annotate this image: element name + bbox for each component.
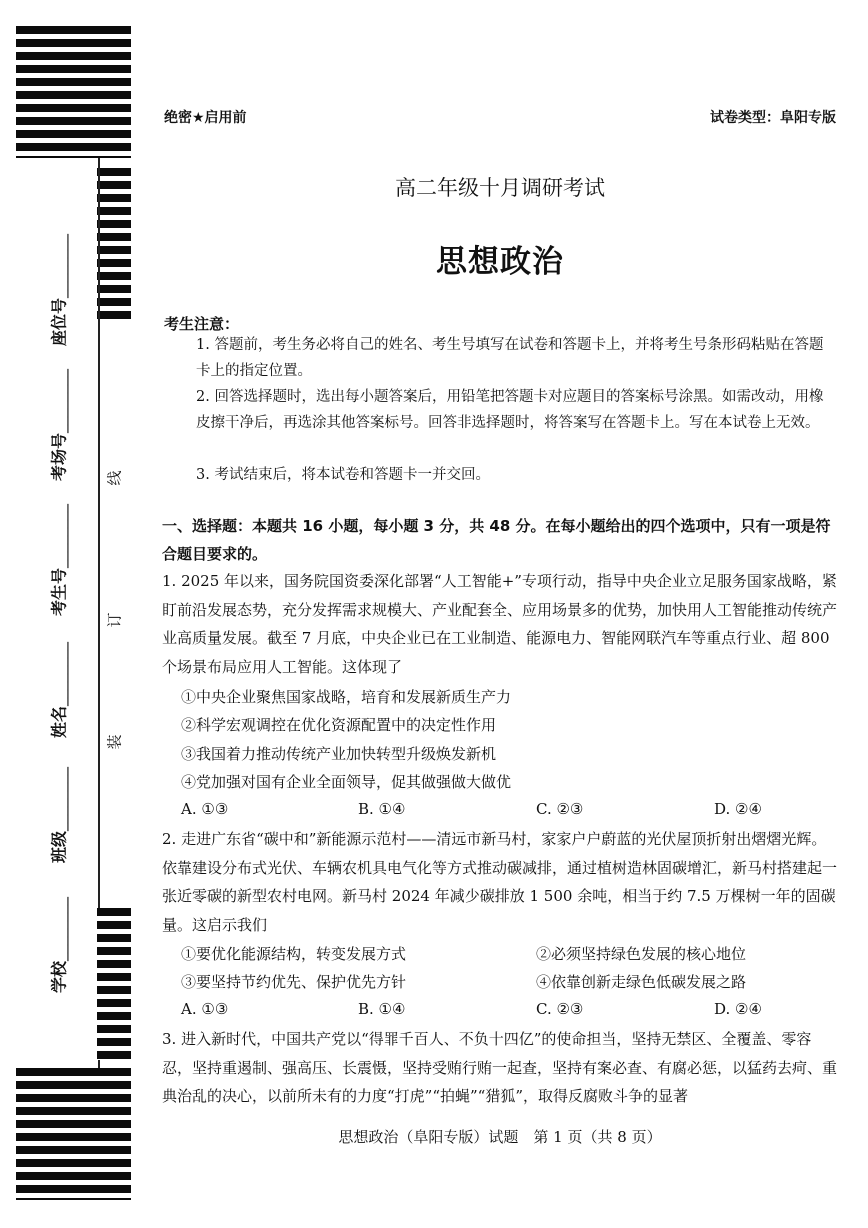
question-2-answer-b: B. ①④: [358, 1000, 406, 1018]
page-footer: 思想政治（阜阳专版）试题 第 1 页（共 8 页）: [338, 1128, 662, 1146]
question-1-stem: 1. 2025 年以来，国务院国资委深化部署“人工智能+”专项行动，指导中央企业立足服务国家战略，紧盯前沿发展态势，充分发挥需求规模大、产业配套全、应用场景多的优势，加快用人工智能推动传统产业高质量发展。截至 7 月底，中央企业已在工业制造、能源电力、智能网联汽车等重点行业、超 800 个场景布局应用人工智能。这体现了: [162, 572, 838, 676]
question-1-answer-d: D. ②④: [714, 800, 762, 818]
paper-type-label: 试卷类型：阜阳专版: [710, 110, 836, 126]
notice-item-2: 2. 回答选择题时，选出每小题答案后，用铅笔把答题卡对应题目的答案标号涂黑。如需改动，用橡皮擦干净后，再选涂其他答案标号。回答非选择题时，将答案写在答题卡上。写在本试卷上无效。: [196, 389, 824, 431]
binding-stripes-top: [16, 26, 131, 158]
question-2-answer-a: A. ①③: [181, 1000, 229, 1018]
section-heading: 一、选择题：本题共 16 小题，每小题 3 分，共 48 分。在每小题给出的四个选项中，只有一项是符合题目要求的。: [162, 517, 831, 563]
question-1-answer-a: A. ①③: [181, 800, 229, 818]
question-1-answer-c: C. ②③: [536, 800, 584, 818]
question-1-option-1: ①中央企业聚焦国家战略，培育和发展新质生产力: [181, 688, 512, 706]
question-2-answer-d: D. ②④: [714, 1000, 762, 1018]
question-1-answer-b: B. ①④: [358, 800, 406, 818]
question-2-option-3: ③要坚持节约优先、保护优先方针: [181, 973, 407, 991]
binding-stripes-lower: [97, 908, 131, 1060]
question-1-option-2: ②科学宏观调控在优化资源配置中的决定性作用: [181, 716, 497, 734]
question-3-stem: 3. 进入新时代，中国共产党以“得罪千百人、不负十四亿”的使命担当，坚持无禁区、全覆盖、零容忍，坚持重遏制、强高压、长震慑，坚持受贿行贿一起查，坚持有案必查、有腐必惩，以猛药去疴、重典治乱的决心，以前所未有的力度“打虎”“拍蝇”“猎狐”，取得反腐败斗争的显著: [162, 1030, 838, 1105]
notice-item-3: 3. 考试结束后，将本试卷和答题卡一并交回。: [196, 467, 490, 483]
question-2-answer-c: C. ②③: [536, 1000, 584, 1018]
notice-heading: 考生注意：: [164, 315, 240, 333]
confidential-label: 绝密★启用前: [164, 110, 247, 126]
exam-title: 思想政治: [436, 244, 564, 280]
question-2-option-4: ④依靠创新走绿色低碳发展之路: [536, 973, 747, 991]
binding-stripes-middle: [97, 168, 131, 324]
question-1-option-3: ③我国着力推动传统产业加快转型升级焕发新机: [181, 745, 497, 763]
notice-item-1: 1. 答题前，考生务必将自己的姓名、考生号填写在试卷和答题卡上，并将考生号条形码粘贴在答题卡上的指定位置。: [196, 337, 824, 379]
question-2-stem: 2. 走进广东省“碳中和”新能源示范村——清远市新马村，家家户户蔚蓝的光伏屋顶折射出熠熠光辉。依靠建设分布式光伏、车辆农机具电气化等方式推动碳减排，通过植树造林固碳增汇，新马村搭建起一张近零碳的新型农村电网。新马村 2024 年减少碳排放 1 500 余吨，相当于约 7.5 万棵树一年的固碳量。这启示我们: [162, 830, 838, 934]
exam-subtitle: 高二年级十月调研考试: [395, 176, 605, 200]
binding-stripes-bottom: [16, 1068, 131, 1200]
question-2-option-1: ①要优化能源结构，转变发展方式: [181, 945, 407, 963]
question-1-option-4: ④党加强对国有企业全面领导，促其做强做大做优: [181, 773, 512, 791]
question-2-option-2: ②必须坚持绿色发展的核心地位: [536, 945, 747, 963]
